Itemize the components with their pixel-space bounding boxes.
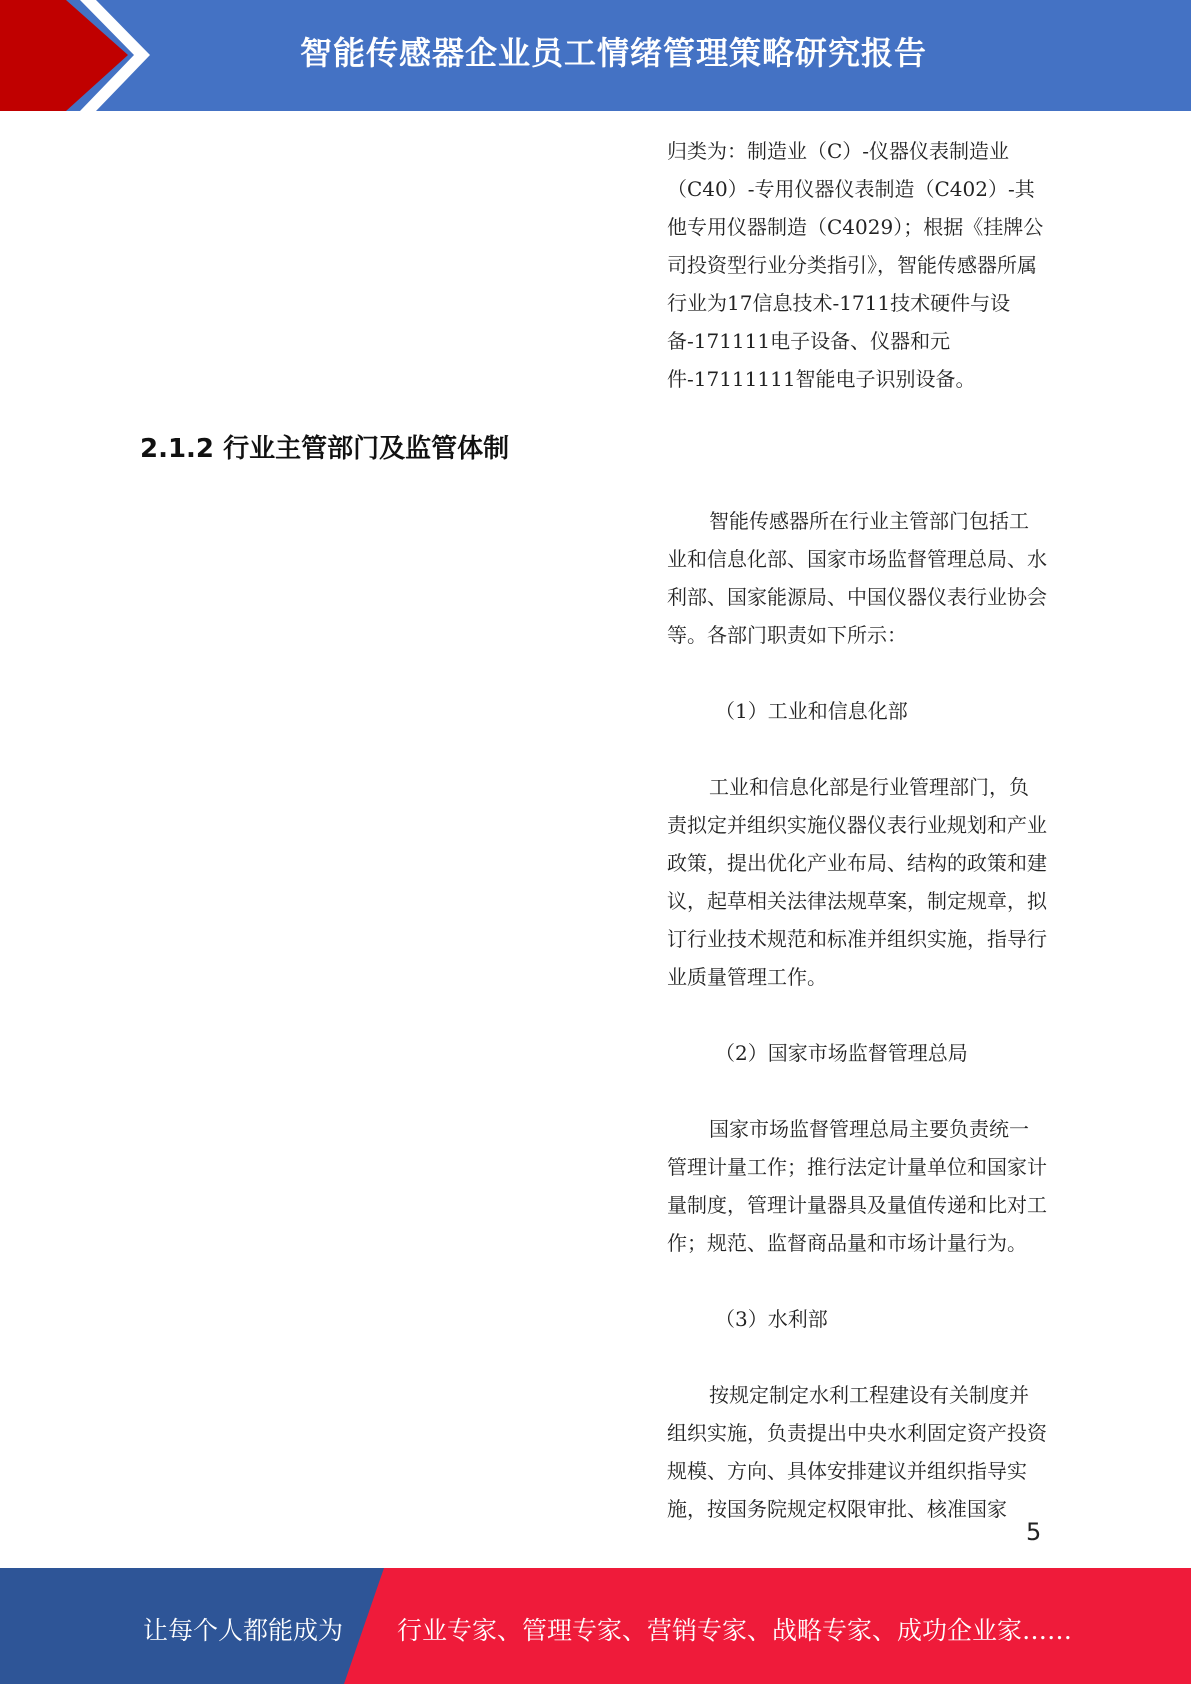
report-title: 智能传感器企业员工情绪管理策略研究报告 bbox=[300, 34, 928, 72]
item3-paragraph: 按规定制定水利工程建设有关制度并组织实施，负责提出中央水利固定资产投资规模、方向、具体安排建议并组织指导实施，按国务院规定权限审批、核准国家 bbox=[667, 1383, 1047, 1521]
section-heading: 2.1.2 行业主管部门及监管体制 bbox=[140, 434, 510, 464]
footer-slogan-right: 行业专家、管理专家、营销专家、战略专家、成功企业家…… bbox=[397, 1616, 1073, 1645]
overview-paragraph: 智能传感器所在行业主管部门包括工业和信息化部、国家市场监督管理总局、水利部、国家能源局、中国仪器仪表行业协会等。各部门职责如下所示： bbox=[667, 509, 1047, 647]
item1-paragraph: 工业和信息化部是行业管理部门，负责拟定并组织实施仪器仪表行业规划和产业政策，提出优化产业布局、结构的政策和建议，起草相关法律法规草案，制定规章，拟订行业技术规范和标准并组织实施，指导行业质量管理工作。 bbox=[667, 775, 1047, 989]
intro-paragraph: 归类为：制造业（C）-仪器仪表制造业（C40）-专用仪器仪表制造（C402）-其他专用仪器制造（C4029）；根据《挂牌公司投资型行业分类指引》，智能传感器所属行业为17信息技术-1711技术硬件与设备-171111电子设备、仪器和元件-17111111智能电子识别设备。 bbox=[667, 139, 1044, 391]
footer-slogan-left: 让每个人都能成为 bbox=[143, 1616, 344, 1645]
page-number: 5 bbox=[1026, 1518, 1042, 1546]
item2-paragraph: 国家市场监督管理总局主要负责统一管理计量工作；推行法定计量单位和国家计量制度，管理计量器具及量值传递和比对工作；规范、监督商品量和市场计量行为。 bbox=[667, 1117, 1047, 1255]
item1-title: （1）工业和信息化部 bbox=[715, 699, 908, 723]
item2-title: （2）国家市场监督管理总局 bbox=[715, 1041, 968, 1065]
page-footer bbox=[0, 1568, 1191, 1684]
item3-title: （3）水利部 bbox=[715, 1307, 828, 1331]
body-column-continued bbox=[667, 502, 1047, 1528]
body-column bbox=[667, 132, 1047, 398]
page-header bbox=[0, 0, 1191, 111]
header-arrow-decoration bbox=[0, 0, 160, 111]
